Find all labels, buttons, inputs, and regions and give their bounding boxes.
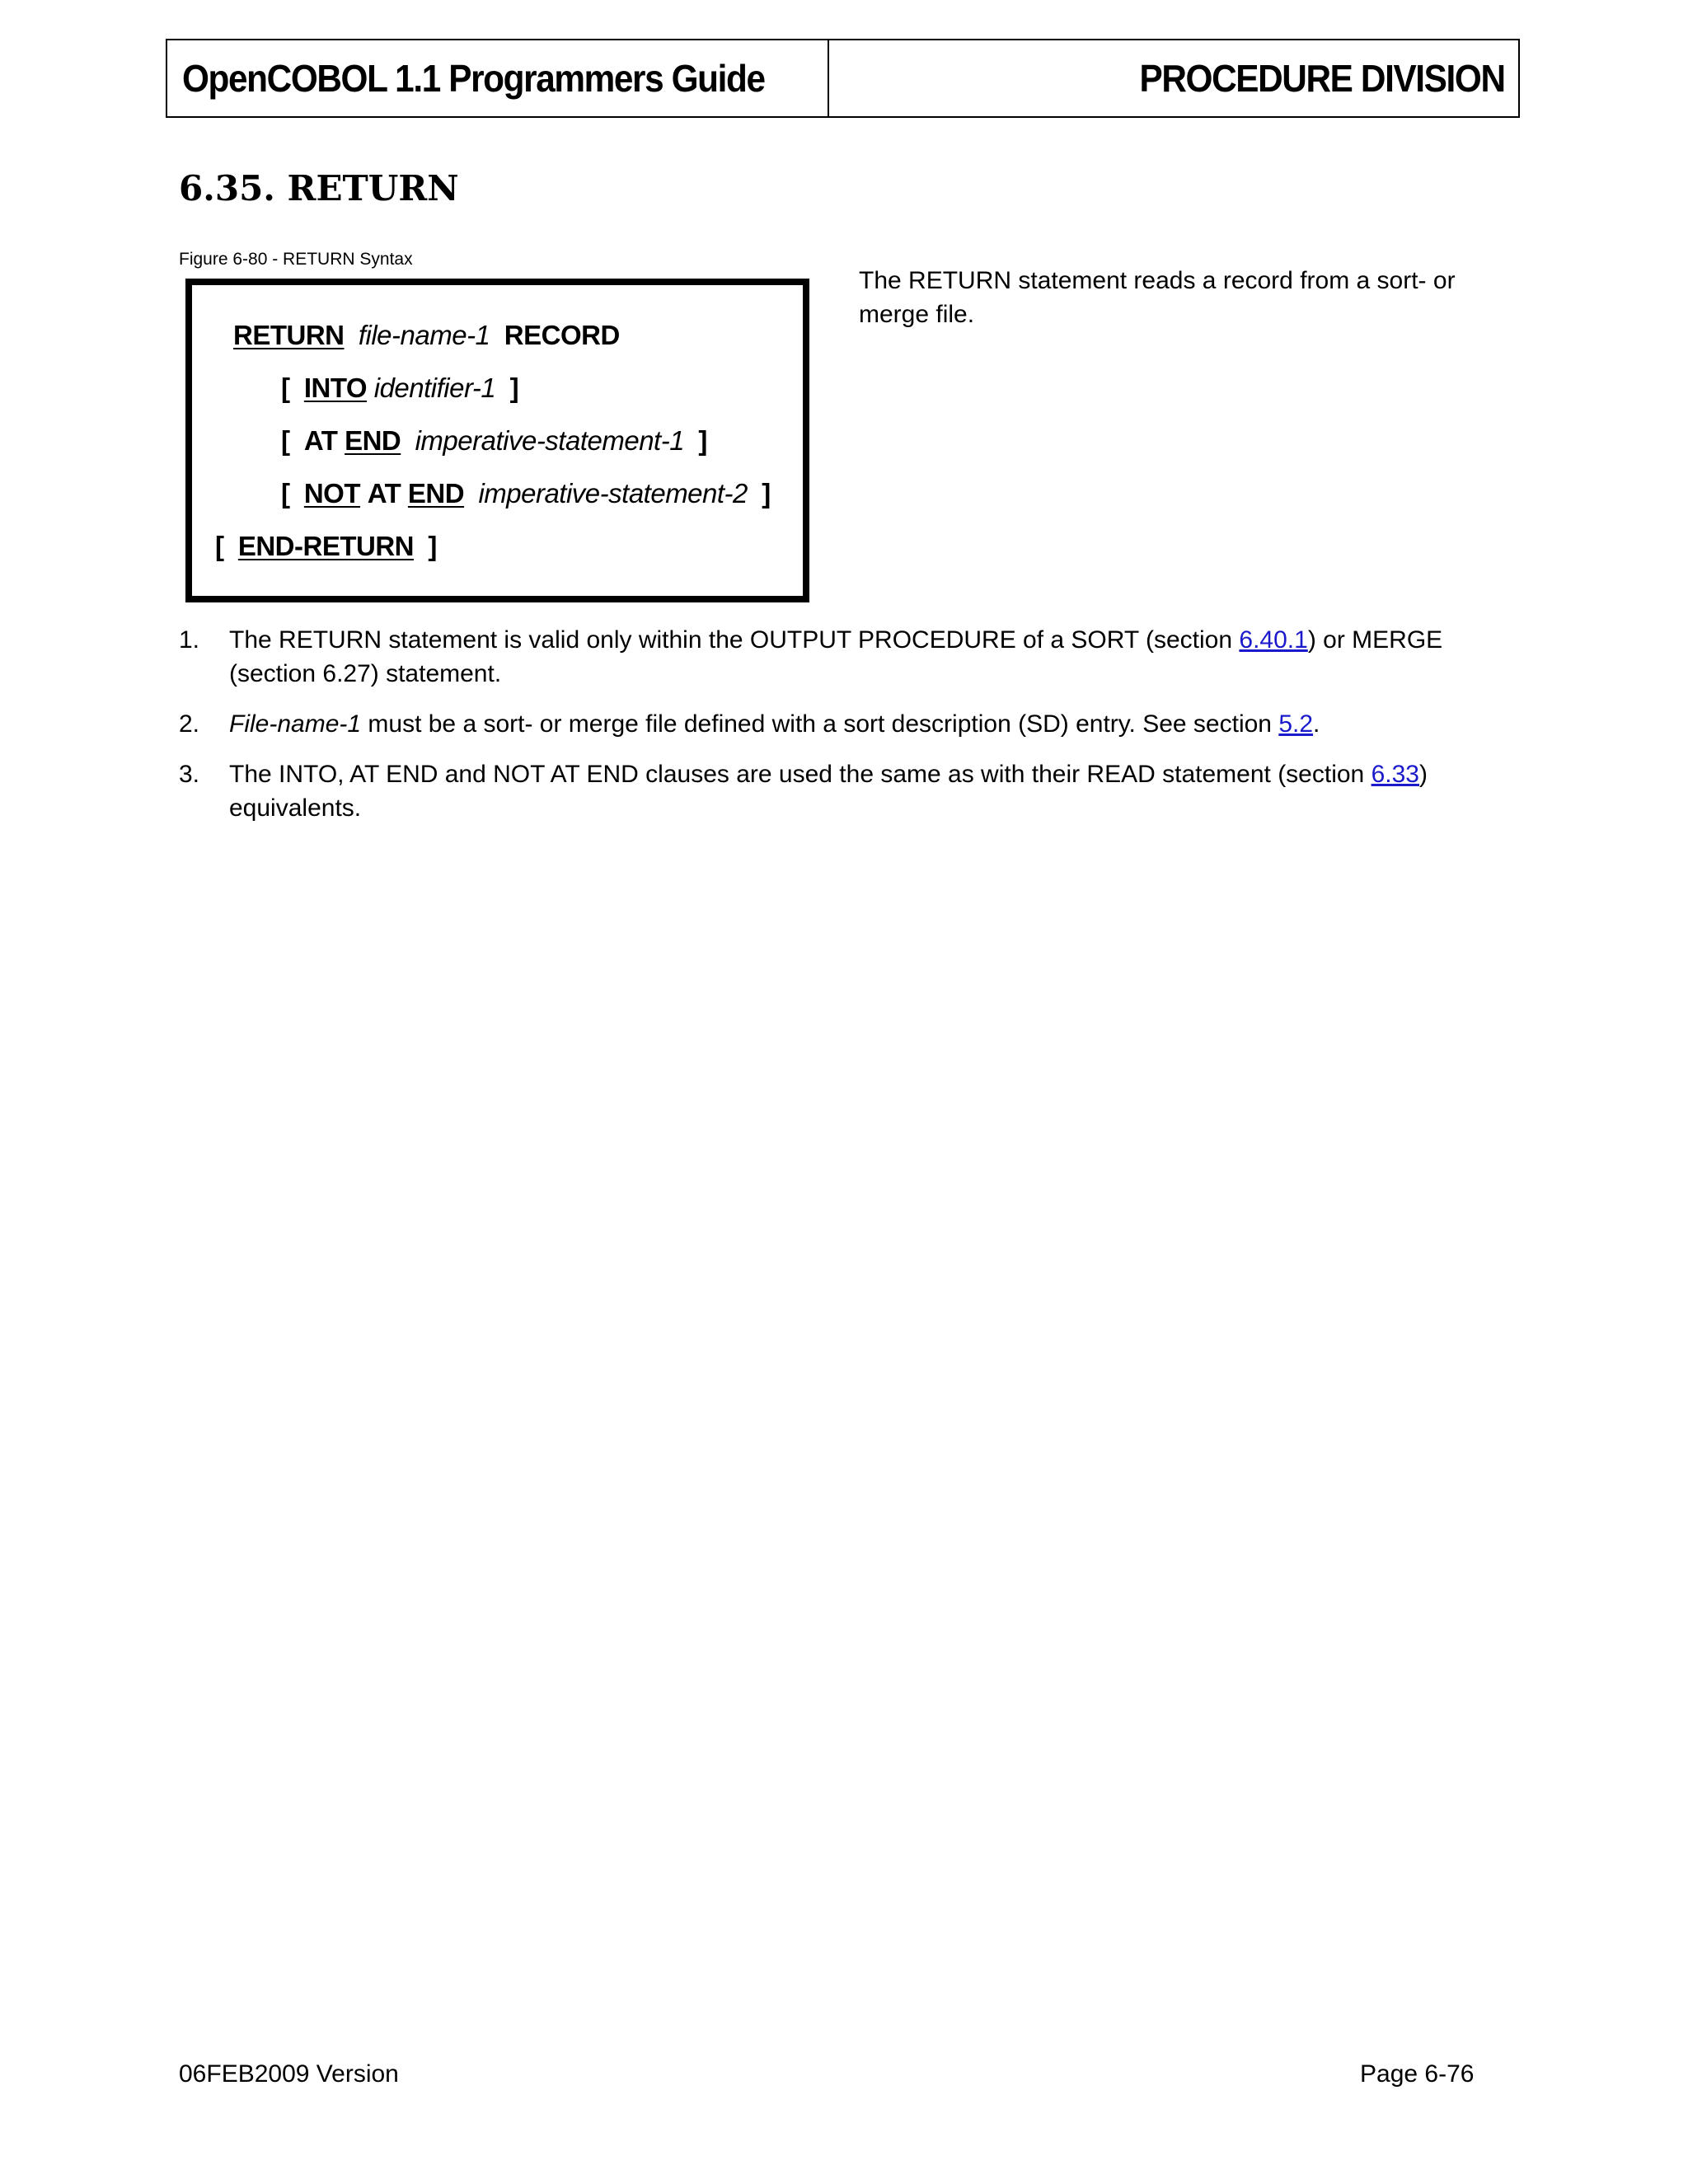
syntax-identifier: identifier-1 bbox=[373, 373, 496, 403]
syntax-keyword-not: NOT bbox=[303, 478, 361, 509]
syntax-box bbox=[185, 279, 809, 602]
syntax-bracket-open: [ bbox=[281, 373, 290, 403]
syntax-keyword-record: RECORD bbox=[504, 320, 620, 350]
syntax-line-3 bbox=[281, 425, 707, 457]
syntax-file-name: file-name-1 bbox=[358, 320, 490, 350]
page-header bbox=[166, 39, 1520, 118]
syntax-line-5 bbox=[215, 531, 437, 562]
syntax-keyword-return: RETURN bbox=[233, 320, 345, 350]
syntax-keyword-at: AT bbox=[303, 425, 338, 456]
list-item-text: ) or MERGE (section 6.27) statement. bbox=[229, 626, 1443, 687]
syntax-keyword-end: END bbox=[407, 478, 465, 509]
syntax-bracket-open: [ bbox=[281, 425, 290, 456]
syntax-keyword-at: AT bbox=[367, 478, 401, 509]
list-item-text: The INTO, AT END and NOT AT END clauses are used the same as with their READ statement (section bbox=[229, 761, 1372, 788]
syntax-line-4 bbox=[281, 478, 771, 509]
list-item bbox=[179, 623, 1514, 691]
list-item-number: 3. bbox=[179, 761, 200, 788]
list-item-number: 2. bbox=[179, 710, 200, 738]
section-link[interactable]: 6.40.1 bbox=[1239, 626, 1308, 654]
list-item-text: . bbox=[1313, 710, 1320, 738]
header-right-cell bbox=[829, 40, 1518, 116]
syntax-bracket-close: ] bbox=[698, 425, 707, 456]
section-link[interactable]: 5.2 bbox=[1278, 710, 1314, 738]
syntax-bracket-close: ] bbox=[428, 531, 437, 561]
syntax-line-1 bbox=[233, 320, 620, 351]
syntax-keyword-into: INTO bbox=[303, 373, 368, 403]
list-item-text: The RETURN statement is valid only within the OUTPUT PROCEDURE of a SORT (section bbox=[229, 626, 1240, 654]
syntax-keyword-end-return: END-RETURN bbox=[237, 531, 415, 561]
syntax-bracket-open: [ bbox=[215, 531, 224, 561]
footer-page-number: Page 6-76 bbox=[1360, 2060, 1475, 2088]
list-item-number: 1. bbox=[179, 626, 200, 654]
division-title: PROCEDURE DIVISION bbox=[1139, 57, 1505, 100]
list-item bbox=[179, 707, 1514, 741]
document-title: OpenCOBOL 1.1 Programmers Guide bbox=[182, 57, 765, 100]
syntax-bracket-close: ] bbox=[762, 478, 771, 509]
footer-version: 06FEB2009 Version bbox=[179, 2060, 399, 2088]
header-left-cell bbox=[167, 40, 829, 116]
rules-list bbox=[179, 623, 1514, 841]
section-link[interactable]: 6.33 bbox=[1371, 761, 1419, 788]
section-title: 6.35. RETURN bbox=[179, 168, 459, 209]
syntax-bracket-open: [ bbox=[281, 478, 290, 509]
syntax-bracket-close: ] bbox=[509, 373, 519, 403]
statement-description: The RETURN statement reads a record from a sort- or merge file. bbox=[859, 267, 1456, 328]
syntax-keyword-end: END bbox=[345, 425, 401, 456]
list-item bbox=[179, 757, 1514, 825]
list-item-text: must be a sort- or merge file defined with a sort description (SD) entry. See section bbox=[361, 710, 1279, 738]
list-item-italic-term: File-name-1 bbox=[229, 710, 362, 738]
figure-caption: Figure 6-80 - RETURN Syntax bbox=[179, 250, 413, 269]
syntax-imperative-statement-1: imperative-statement-1 bbox=[415, 425, 685, 456]
syntax-imperative-statement-2: imperative-statement-2 bbox=[478, 478, 748, 509]
list-item-text: ) equivalents. bbox=[229, 761, 1428, 822]
syntax-line-2 bbox=[281, 373, 518, 404]
